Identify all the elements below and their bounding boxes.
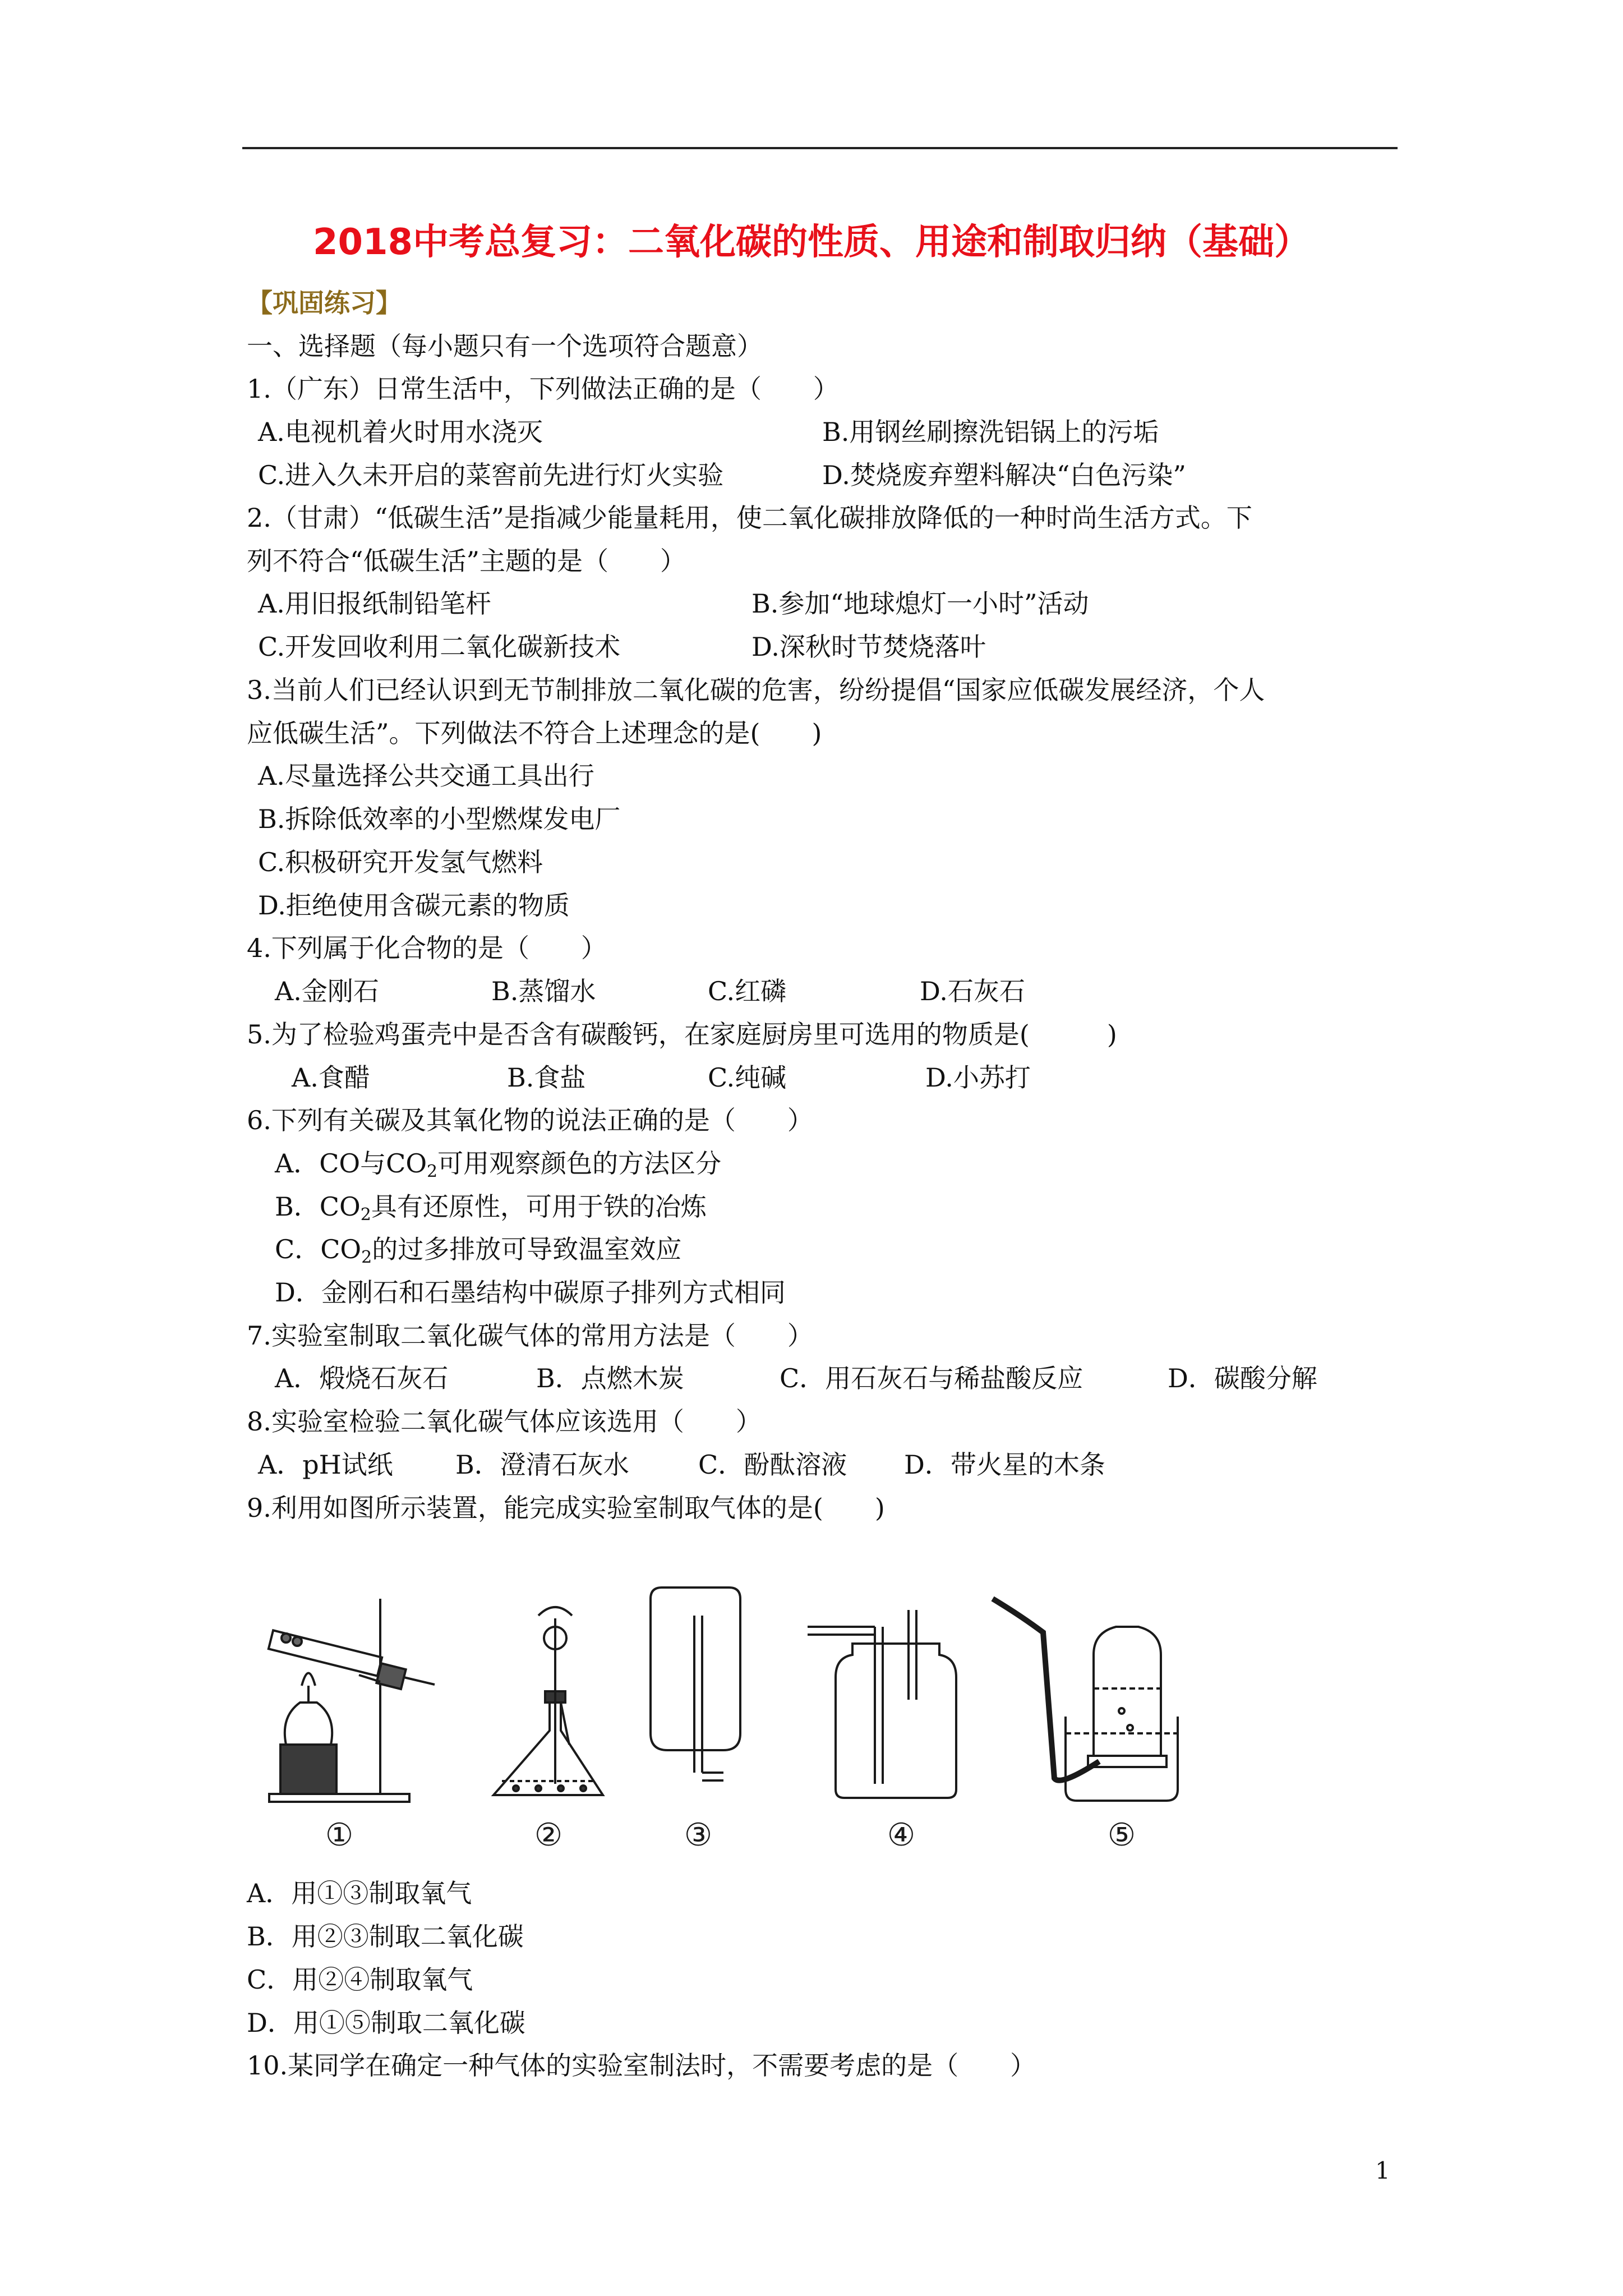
apparatus-2 [494, 1607, 603, 1795]
question-9-option-c: C．用②④制取氧气 [247, 1964, 473, 1995]
figure-label-2: ② [534, 1817, 563, 1853]
question-9-option-d: D．用①⑤制取二氧化碳 [247, 2008, 525, 2038]
question-8-stem: 8.实验室检验二氧化碳气体应该选用（ ） [247, 1406, 762, 1437]
figure-label-4: ④ [887, 1817, 916, 1853]
question-3-option-d: D.拒绝使用含碳元素的物质 [258, 890, 570, 921]
figure-label-1: ① [325, 1817, 354, 1853]
question-7-option-d: D．碳酸分解 [1168, 1363, 1317, 1393]
question-7-option-a: A．煅烧石灰石 [275, 1363, 449, 1393]
question-8-option-d: D．带火星的木条 [904, 1450, 1105, 1480]
question-5-option-a: A.食醋 [292, 1062, 370, 1093]
question-2-option-c: C.开发回收利用二氧化碳新技术 [258, 632, 621, 662]
question-3-option-a: A.尽量选择公共交通工具出行 [258, 761, 594, 791]
question-6-option-c: C．$CO_2$的过多排放可导致温室效应 [275, 1234, 682, 1267]
section-label: 【巩固练习】 [247, 288, 402, 318]
question-6-option-b: B．$CO_2$具有还原性，可用于铁的冶炼 [275, 1191, 707, 1225]
figure-label-3: ③ [684, 1817, 713, 1853]
question-8-option-c: C．酚酞溶液 [698, 1450, 847, 1480]
figure-label-5: ⑤ [1107, 1817, 1136, 1853]
question-9-stem: 9.利用如图所示装置，能完成实验室制取气体的是( ) [247, 1493, 885, 1523]
question-8-option-b: B．澄清石灰水 [455, 1450, 629, 1480]
question-5-option-d: D.小苏打 [925, 1062, 1031, 1093]
question-4-option-b: B.蒸馏水 [491, 976, 596, 1006]
apparatus-1 [269, 1599, 435, 1802]
question-8-option-a: A．pH试纸 [258, 1450, 393, 1480]
apparatus-3 [651, 1588, 740, 1780]
question-7-option-c: C．用石灰石与稀盐酸反应 [780, 1363, 1083, 1393]
question-6-stem: 6.下列有关碳及其氧化物的说法正确的是（ ） [247, 1105, 813, 1135]
question-7-option-b: B．点燃木炭 [536, 1363, 684, 1393]
question-2-stem: 2.（甘肃）“低碳生活”是指减少能量耗用，使二氧化碳排放降低的一种时尚生活方式。下 [247, 503, 1252, 533]
apparatus-5 [993, 1599, 1178, 1801]
question-6-option-a: A．CO与$CO_2$可用观察颜色的方法区分 [275, 1148, 722, 1181]
question-2-option-a: A.用旧报纸制铅笔杆 [258, 588, 491, 619]
question-1-option-d: D.焚烧废弃塑料解决“白色污染” [822, 460, 1186, 490]
lab-apparatus-figure [247, 1565, 1200, 1857]
page-number: 1 [1375, 2157, 1390, 2184]
question-3-stem-cont: 应低碳生活”。下列做法不符合上述理念的是( ) [247, 718, 822, 748]
question-6-option-d: D．金刚石和石墨结构中碳原子排列方式相同 [275, 1277, 786, 1308]
question-10-stem: 10.某同学在确定一种气体的实验室制法时，不需要考虑的是（ ） [247, 2050, 1036, 2081]
question-3-option-c: C.积极研究开发氢气燃料 [258, 847, 543, 877]
question-1-option-c: C.进入久未开启的菜窖前先进行灯火实验 [258, 460, 724, 490]
question-1-option-a: A.电视机着火时用水浇灭 [258, 417, 543, 447]
question-9-option-a: A．用①③制取氧气 [247, 1878, 472, 1908]
question-5-stem: 5.为了检验鸡蛋壳中是否含有碳酸钙，在家庭厨房里可选用的物质是( ) [247, 1019, 1117, 1050]
question-2-option-b: B.参加“地球熄灯一小时”活动 [751, 588, 1089, 619]
question-4-option-c: C.红磷 [708, 976, 787, 1006]
part-heading: 一、选择题（每小题只有一个选项符合题意） [247, 331, 763, 361]
question-1-option-b: B.用钢丝刷擦洗铝锅上的污垢 [822, 417, 1159, 447]
question-2-option-d: D.深秋时节焚烧落叶 [751, 632, 986, 662]
question-2-stem-cont: 列不符合“低碳生活”主题的是（ ） [247, 546, 686, 576]
question-3-option-b: B.拆除低效率的小型燃煤发电厂 [258, 804, 621, 834]
question-5-option-b: B.食盐 [507, 1062, 586, 1093]
question-4-option-a: A.金刚石 [275, 976, 379, 1006]
question-9-option-b: B．用②③制取二氧化碳 [247, 1921, 524, 1952]
question-4-option-d: D.石灰石 [920, 976, 1025, 1006]
page-title: 2018中考总复习：二氧化碳的性质、用途和制取归纳（基础） [312, 222, 1311, 263]
question-3-stem: 3.当前人们已经认识到无节制排放二氧化碳的危害，纷纷提倡“国家应低碳发展经济，个人 [247, 675, 1265, 705]
question-4-stem: 4.下列属于化合物的是（ ） [247, 933, 607, 963]
header-rule [242, 147, 1398, 149]
question-5-option-c: C.纯碱 [708, 1062, 787, 1093]
question-7-stem: 7.实验室制取二氧化碳气体的常用方法是（ ） [247, 1320, 813, 1351]
apparatus-4 [808, 1610, 956, 1798]
question-1-stem: 1.（广东）日常生活中，下列做法正确的是（ ） [247, 374, 839, 404]
